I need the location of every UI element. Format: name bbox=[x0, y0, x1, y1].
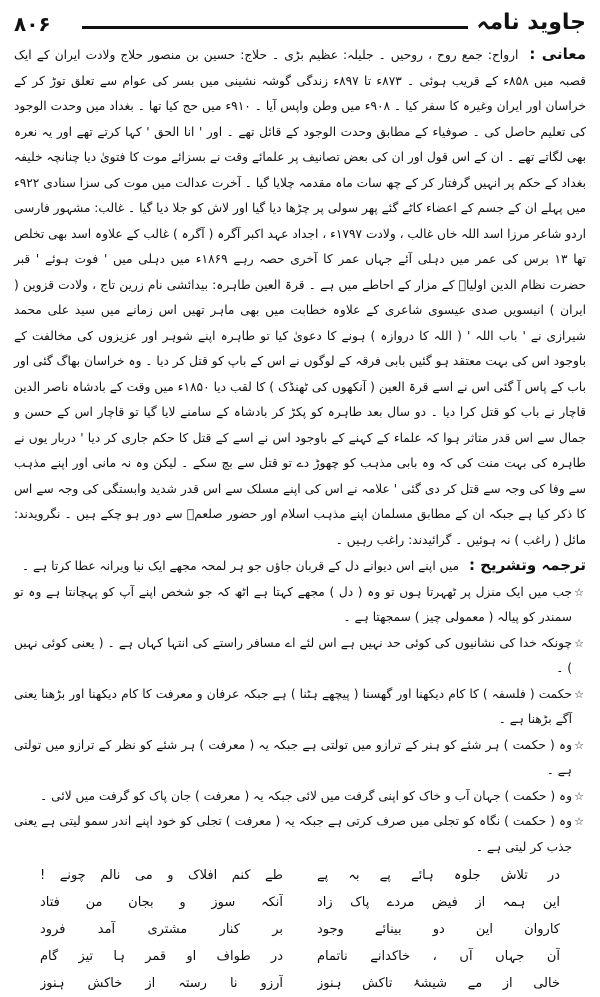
star-icon: ☆ bbox=[574, 636, 584, 650]
list-item bbox=[14, 682, 586, 733]
poem-hemistich-first: کاروان این دو بینائے وجود bbox=[317, 922, 560, 937]
list-item-text: وہ ( حکمت ) جہان آب و خاک کو اپنی گرفت میں لائی جبکہ یہ ( معرفت ) جان پاک کو گرفت میں لائی ۔ bbox=[40, 788, 572, 803]
star-icon: ☆ bbox=[574, 815, 584, 828]
poem-couplet bbox=[14, 889, 586, 916]
list-item bbox=[14, 733, 586, 784]
poem-hemistich-second: آرزو نا رستہ از خاکش ہنوز bbox=[40, 976, 283, 991]
star-icon: ☆ bbox=[574, 738, 584, 752]
list-item bbox=[14, 580, 586, 631]
page-content bbox=[14, 42, 586, 860]
page-number: ۸۰۶ bbox=[14, 12, 51, 36]
poem-hemistich-first: آن جہاں آں ، خاکدانے ناتمام bbox=[317, 949, 560, 964]
meanings-label: معانی : bbox=[529, 45, 586, 63]
poem-hemistich-second: آنکہ سوز و بجان من فتاد bbox=[40, 895, 283, 910]
list-item bbox=[14, 809, 586, 860]
poem-couplet bbox=[14, 916, 586, 943]
page-header bbox=[14, 10, 586, 42]
translation-heading bbox=[14, 553, 586, 580]
poem-hemistich-second: در طواف او قمر ہا تیز گام bbox=[40, 949, 283, 964]
poem-hemistich-second: بر کنار مشتری آمد فرود bbox=[40, 922, 283, 937]
poem-hemistich-second: طے کنم افلاک و می نالم چونے ! bbox=[40, 868, 283, 883]
poem-hemistich-first: خالی از مے شیشۂ تاکش ہنوز bbox=[317, 976, 560, 991]
translation-label: ترجمہ وتشریح : bbox=[468, 556, 586, 574]
meanings-section bbox=[14, 42, 586, 553]
list-item bbox=[14, 784, 586, 810]
poem-verses bbox=[14, 862, 586, 997]
book-title: جاوید نامہ bbox=[476, 10, 586, 35]
translation-list bbox=[14, 580, 586, 861]
poem-couplet bbox=[14, 970, 586, 997]
list-item-text: حکمت ( فلسفہ ) کا کام دیکھنا اور گھسنا ( پیچھے ہٹنا ) ہے جبکہ عرفان و معرفت کا کام دیکھنا اور بڑھنا یعنی آگے بڑھنا ہے ۔ bbox=[14, 686, 572, 726]
star-icon: ☆ bbox=[574, 687, 584, 701]
meanings-text: ارواح: جمع روح ، روحیں ۔ جلیلہ: عظیم بڑی ۔ حلاج: حسین بن منصور حلاج ولادت ایران کے ایک قصبہ میں ۸۵۸ء کے قریب ہوئی ۔ ۸۷۳ء تا ۸۹۷ء زندگی گوشہ نشینی میں بسر کی عوام سے تعلق توڑ کر کے خراسان اور ایران وغیرہ کا سفر کیا ۔ ۹۰۸ء میں وطن واپس آیا ۔ ۹۱۰ء میں حج کیا تھا ۔ بغداد میں وحدت الوجود کی تعلیم حاصل کی ۔ صوفیاء کے مطابق وحدت الوجود کے قائل تھے ۔ اور ' انا الحق ' کہا کرتے تھے اور یہ نعرہ بھی لگاتے تھے ۔ ان کے اس قول اور ان کی بعض تصانیف پر علمائے وقت نے بسزائے موت کا فتویٰ دیا چنانچہ خلیفہ بغداد کے حکم پر انہیں گرفتار کر کے چھ سات ماہ مقدمہ چلایا گیا ۔ آخرت عدالت میں موت کی سزا سنادی ۹۲۲ء میں پہلے ان کے جسم کے اعضاء کاٹے گئے پھر سولی پر چڑھا دیا گیا اور لاش کو جلا دیا گیا ۔ غالب: مشہور فارسی اردو شاعر مرزا اسد اللہ خاں غالب ، ولادت ۱۷۹۷ء ، اجداد عہد اکبر آگرہ ( آگرہ ) غالب کے علاوہ اسد بھی تخلص تھا ۱۳ برس کی عمر میں دہلی آئے جہاں عمر کا آخری حصہ رہے ۱۸۶۹ء میں دہلی میں ' فوت ہوئے ' قبر حضرت نظام الدین اولیاؒ کے مزار کے احاطے میں ہے ۔ قرۃ العین طاہرہ: بیدائشی نام زرین تاج ، ولادت قزوین ( ایران ) انیسویں صدی عیسوی شاعری کے علاوہ خطابت میں بھی ماہر تھیں اس زمانے میں سید علی محمد شیرازی نے ' باب اللہ ' ( اللہ کا دروازہ ) ہونے کا دعویٰ کیا تو طاہرہ اپنے شوہر اور عزیزوں کی مخالفت کے باوجود اس کی بہت معتقد ہو گئیں بابی فرقہ کے لوگوں نے اس کے باپ کو قتل کر دیا ۔ وہ خراسان بھاگ گئی اور باب کے پاس آ گئی اس نے اسے قرۃ العین ( آنکھوں کی ٹھنڈک ) کا لقب دیا ۱۸۵۰ء میں وقت کے بادشاہ ناصر الدین قاچار نے باب کو قتل کرا دیا ۔ دو سال بعد طاہرہ کو پکڑ کر بادشاہ کے سامنے لایا گیا تو قاچار اس کے حسن و جمال سے اس قدر متاثر ہوا کہ علماء کے کہنے کے باوجود اس نے اسے کے قتل کا حکم جاری کر دیا ' دربار یوں نے طاہرہ کی بہت منت کی کہ وہ بابی مذہب کو چھوڑ دے تو قتل سے بچ سکے ۔ لیکن وہ نہ مانی اور اپنے مذہب سے وفا کی وجہ سے قتل کر دی گئی ' علامہ نے اس کی اپنے مسلک سے اس قدر شدید وابستگی کی وجہ سے اس کا ذکر کیا ہے جبکہ ان کے مطابق مسلمان اپنے مذہب اسلام اور حضور صلعمؐ سے دور ہو چکے ہیں ۔ نگرویدند: مائل ( راغب ) نہ ہوئیں ۔ گرائیدند: راغب رہیں ۔ bbox=[13, 48, 586, 547]
header-rule bbox=[82, 26, 468, 29]
list-item bbox=[14, 631, 586, 682]
list-item-text: چونکہ خدا کی نشانیوں کی کوئی حد نہیں ہے اس لئے اے مسافر راستے کی انتہا کہاں ہے ۔ ( یعنی کوئی نہیں ) ۔ bbox=[14, 635, 572, 675]
star-icon: ☆ bbox=[574, 585, 584, 599]
poem-hemistich-first: این ہمہ از فیض مردے پاک زاد bbox=[317, 895, 560, 910]
star-icon: ☆ bbox=[574, 789, 584, 803]
translation-intro: میں اپنے اس دیوانے دل کے قربان جاؤں جو ہر لمحہ مجھے ایک نیا ویرانہ عطا کرتا ہے ۔ bbox=[21, 559, 460, 573]
poem-couplet bbox=[14, 862, 586, 889]
list-item-text: جب میں ایک منزل پر ٹھہرتا ہوں تو وہ ( دل ) مجھے کہتا ہے اٹھ کہ جو شخص اپنے آپ کو پہچانتا ہے وہ تو سمندر کو پیالہ ( معمولی چیز ) سمجھتا ہے ۔ bbox=[14, 584, 572, 624]
list-item-text: وہ ( حکمت ) ہر شئے کو ہنر کے ترازو میں تولتی ہے جبکہ یہ ( معرفت ) ہر شئے کو نظر کے ترازو میں تولتی ہے ۔ bbox=[14, 737, 572, 777]
list-item-text: وہ ( حکمت ) نگاہ کو تجلی میں صرف کرتی ہے جبکہ یہ ( معرفت ) تجلی کو خود اپنے اندر سمو لیتی ہے یعنی جذب کر لیتی ہے ۔ bbox=[14, 814, 572, 854]
poem-hemistich-first: در تلاش جلوہ ہائے پے بہ پے bbox=[317, 868, 560, 883]
poem-couplet bbox=[14, 943, 586, 970]
